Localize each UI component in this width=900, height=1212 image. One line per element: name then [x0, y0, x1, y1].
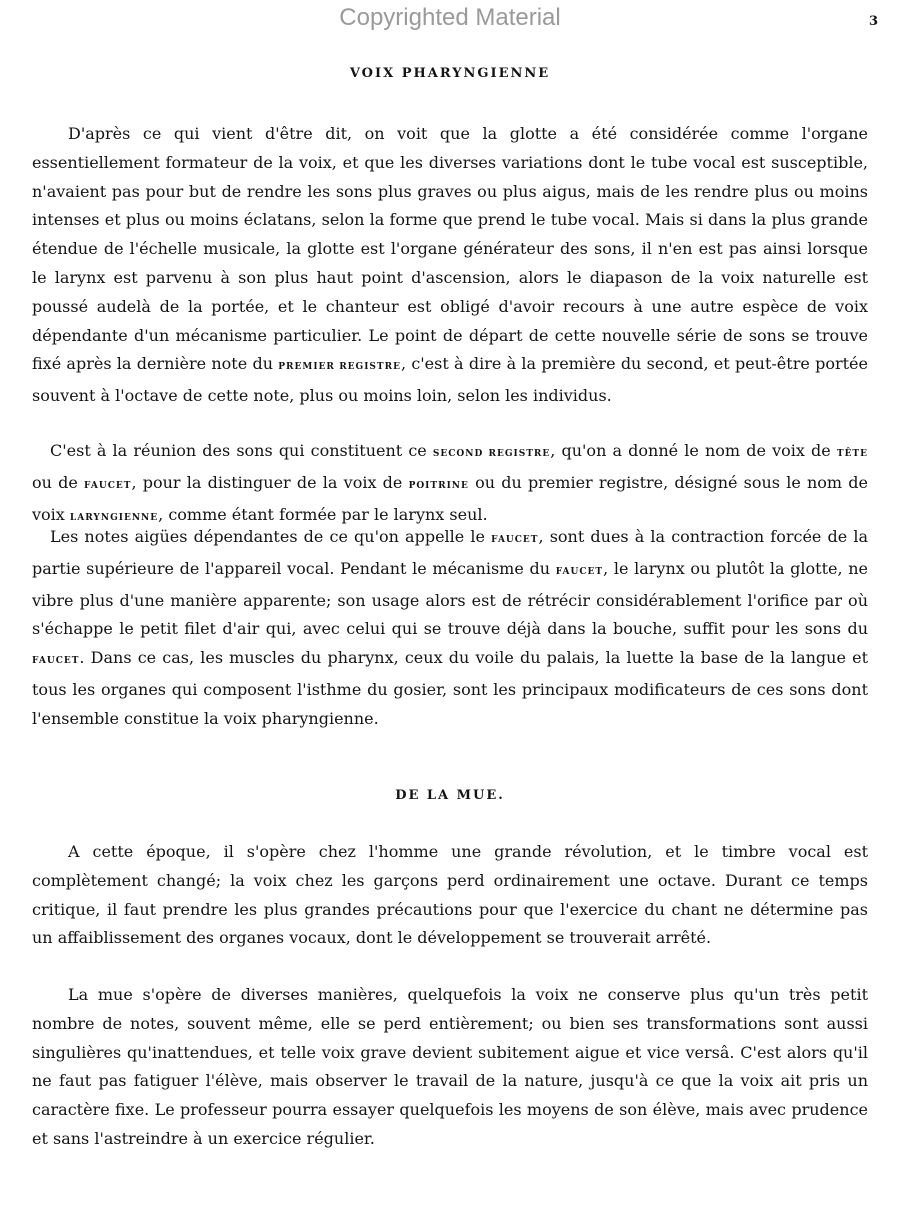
paragraph-voix-1: D'après ce qui vient d'être dit, on voit que la glotte a été considérée comme l'organe essentiellement formateur de la voix, et que les diverses variations dont le tube vocal est susceptible, n'avaient pas pour but de rendre les sons plus graves ou plus aigus, mais de les rendre plus ou moins intenses et plus ou moins éclatans, selon la forme que prend le tube vocal. Mais si dans la plus grande étendue de l'échelle musicale, la glotte est l'organe générateur des sons, il n'en est pas ainsi lorsque le larynx est parvenu à son plus haut point d'ascension, alors le diapason de la voix naturelle est poussé audelà de la portée, et le chanteur est obligé d'avoir recours à une autre espèce de voix dépendante d'un mécanisme particulier. Le point de départ de cette nouvelle série de sons se trouve fixé après la dernière note du PREMIER REGISTRE, c'est à dire à la première du second, et peut-être portée souvent à l'octave de cette note, plus ou moins loin, selon les individus.: [32, 124, 868, 406]
small-caps-term: FAUCET: [84, 480, 132, 491]
small-caps-term: FAUCET: [32, 656, 80, 667]
small-caps-term: SECOND REGISTRE: [432, 449, 551, 459]
small-caps-term: FAUCET: [491, 535, 539, 545]
small-caps-term: FAUCET: [555, 566, 604, 577]
small-caps-term: LARYNGIENNE: [69, 512, 159, 523]
small-caps-term: PREMIER REGISTRE: [278, 362, 401, 373]
paragraph-voix-2: C'est à la réunion des sons qui constituent ce SECOND REGISTRE, qu'on a donné le nom de voix de TÊTE ou de FAUCET, pour la distinguer de la voix de POITRINE ou du premier registre, désigné sous le nom de voix LARYNGIENNE, comme étant formée par le larynx seul.: [32, 441, 869, 524]
section-title-voix-pharyngienne: VOIX PHARYNGIENNE: [349, 66, 551, 81]
paragraph-voix-3: Les notes aigües dépendantes de ce qu'on appelle le FAUCET, sont dues à la contraction forcée de la partie supérieure de l'appareil vocal. Pendant le mécanisme du FAUCET, le larynx ou plutôt la glotte, ne vibre plus d'une manière apparente; son usage alors est de rétrécir considérablement l'orifice par où s'échappe le petit filet d'air qui, avec celui qui se trouve déjà dans la bouche, suffit pour les sons du FAUCET. Dans ce cas, les muscles du pharynx, ceux du voile du palais, la luette la base de la langue et tous les organes qui composent l'isthme du gosier, sont les principaux modificateurs de ces sons dont l'ensemble constitue la voix pharyngienne.: [32, 527, 869, 728]
paragraph-mue-2: La mue s'opère de diverses manières, quelquefois la voix ne conserve plus qu'un très petit nombre de notes, souvent même, elle se perd entièrement; ou bien ses transformations sont aussi singulières qu'inattendues, et telle voix grave devient subitement aigue et vice versâ. C'est alors qu'il ne faut pas fatiguer l'élève, mais observer le travail de la nature, jusqu'à ce que la voix ait pris un caractère fixe. Le professeur pourra essayer quelquefois les moyens de son élève, mais avec prudence et sans l'astreindre à un exercice régulier.: [32, 985, 868, 1148]
section-title-de-la-mue: DE LA MUE.: [395, 788, 505, 803]
paragraph-mue-1: A cette époque, il s'opère chez l'homme une grande révolution, et le timbre vocal est complètement changé; la voix chez les garçons perd ordinairement une octave. Durant ce temps critique, il faut prendre les plus grandes précautions pour que l'exercice du chant ne détermine pas un affaiblissement des organes vocaux, dont le développement se trouverait arrêté.: [32, 842, 868, 948]
copyright-watermark: Copyrighted Material: [339, 4, 561, 31]
page-number: 3: [868, 14, 878, 29]
small-caps-term: POITRINE: [408, 480, 469, 491]
small-caps-term: TÊTE: [836, 449, 868, 459]
